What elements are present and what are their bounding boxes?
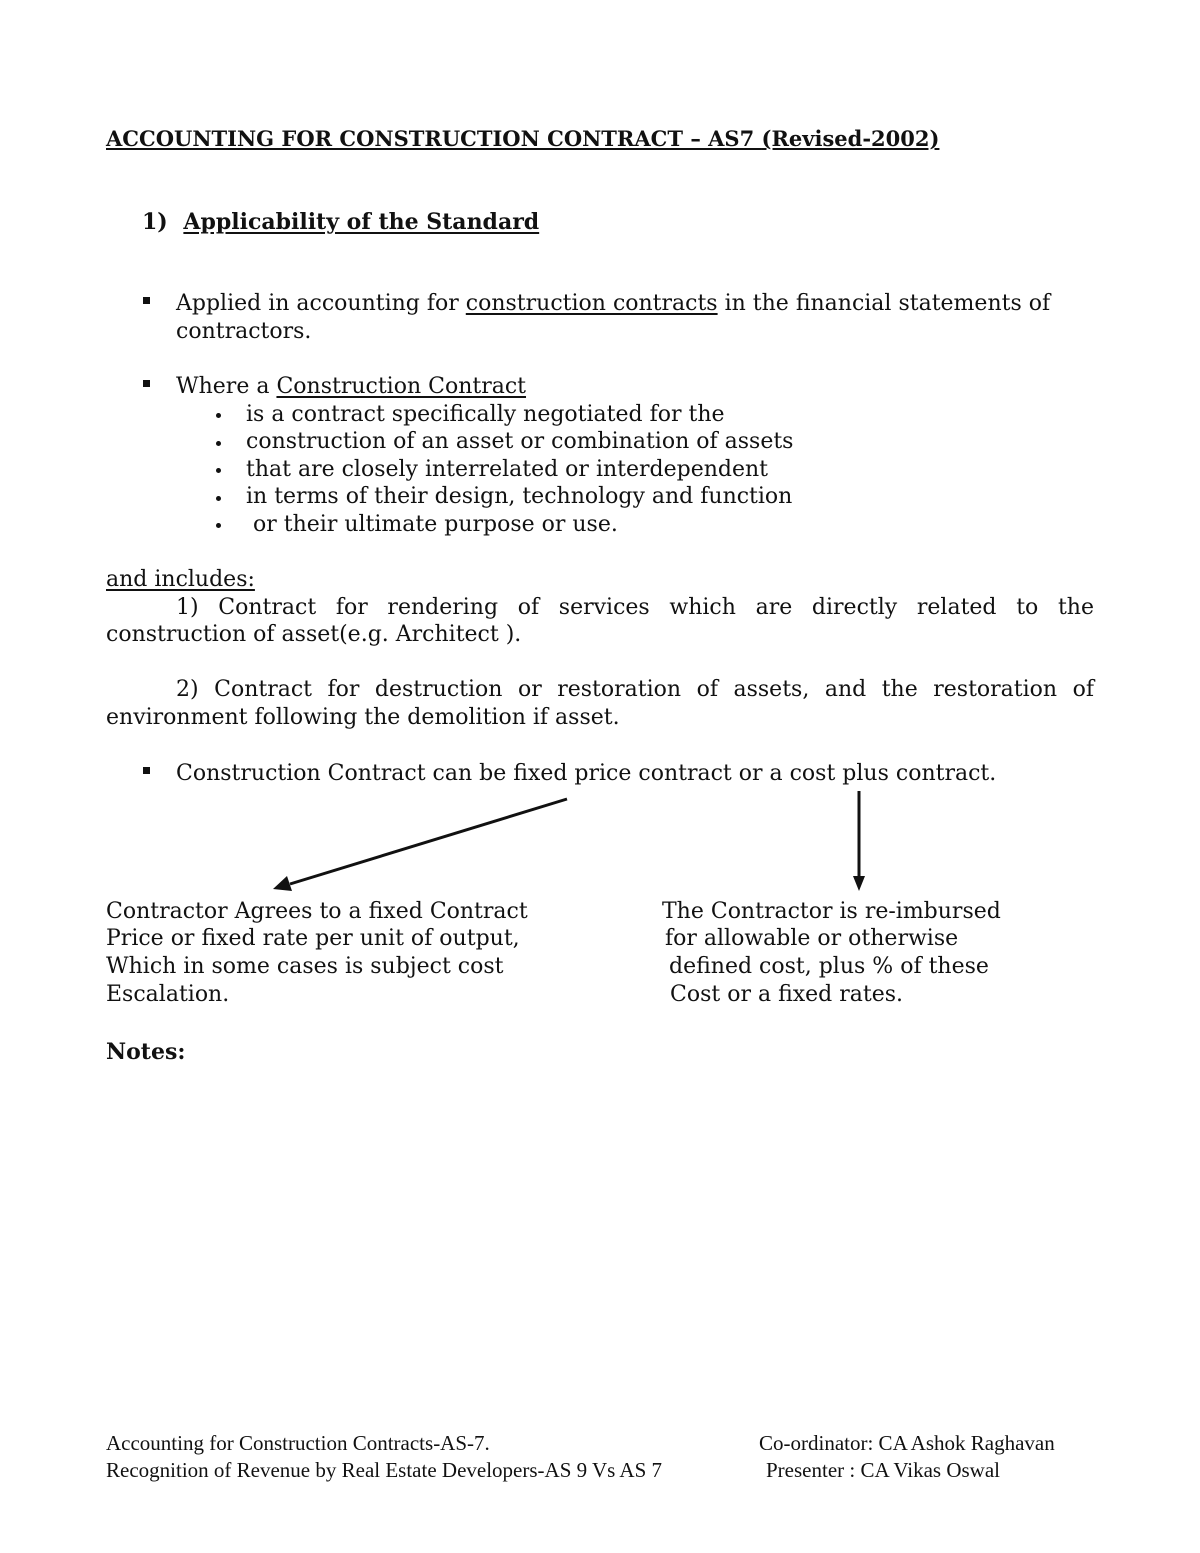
cost-plus-line: for allowable or otherwise [665, 926, 959, 951]
fixed-price-line: Escalation. [106, 982, 230, 1007]
footer-presenter: Presenter : CA Vikas Oswal [766, 1458, 1000, 1482]
includes-item-2-text: Contract for destruction or restoration of assets, and the restoration of [214, 677, 1094, 702]
bullet-applied-text: Applied in accounting for [176, 291, 466, 316]
bullet-applied-line2: contractors. [176, 319, 312, 344]
includes-label: and includes: [106, 567, 255, 592]
notes-label: Notes: [106, 1039, 186, 1065]
cost-plus-line: The Contractor is re-imbursed [662, 899, 1001, 924]
sub-item: that are closely interrelated or interdependent [246, 457, 769, 482]
construction-contracts-term: construction contracts [465, 291, 718, 316]
footer-course-title: Accounting for Construction Contracts-AS-7. [106, 1431, 490, 1455]
includes-item-2-line2: environment following the demolition if asset. [106, 705, 620, 730]
fixed-price-line: Contractor Agrees to a fixed Contract [106, 899, 528, 924]
footer-subtitle: Recognition of Revenue by Real Estate Developers-AS 9 Vs AS 7 [106, 1458, 663, 1482]
footer-coordinator: Co-ordinator: CA Ashok Raghavan [759, 1431, 1055, 1455]
section-number: 1) [142, 209, 168, 235]
bullet-contract-types: Construction Contract can be fixed price contract or a cost plus contract. [176, 761, 997, 786]
bullet-where-text: Where a [176, 374, 277, 399]
title-main: ACCOUNTING FOR CONSTRUCTION CONTRACT – AS7 [106, 126, 762, 151]
includes-item-1-number: 1) [176, 595, 199, 620]
cost-plus-line: defined cost, plus % of these [669, 954, 989, 979]
includes-item-2-number: 2) [176, 677, 199, 702]
fixed-price-line: Price or fixed rate per unit of output, [106, 926, 520, 951]
sub-item: construction of an asset or combination of assets [246, 429, 794, 454]
sub-item: in terms of their design, technology and function [246, 484, 793, 509]
title-revision: (Revised-2002) [761, 126, 940, 151]
bullet-applied-text-end: in the financial statements of [717, 291, 1051, 316]
construction-contract-term: Construction Contract [276, 374, 527, 399]
arrow-to-fixed-price [273, 799, 567, 891]
cost-plus-line: Cost or a fixed rates. [670, 982, 904, 1007]
includes-item-1-text: Contract for rendering of services which are directly related to the [218, 595, 1094, 620]
section-title: Applicability of the Standard [183, 209, 540, 235]
sub-item: is a contract specifically negotiated for the [246, 402, 725, 427]
includes-item-1-line2: construction of asset(e.g. Architect ). [106, 622, 522, 647]
fixed-price-line: Which in some cases is subject cost [106, 954, 504, 979]
sub-item: or their ultimate purpose or use. [246, 512, 618, 537]
arrow-to-cost-plus [853, 791, 865, 891]
